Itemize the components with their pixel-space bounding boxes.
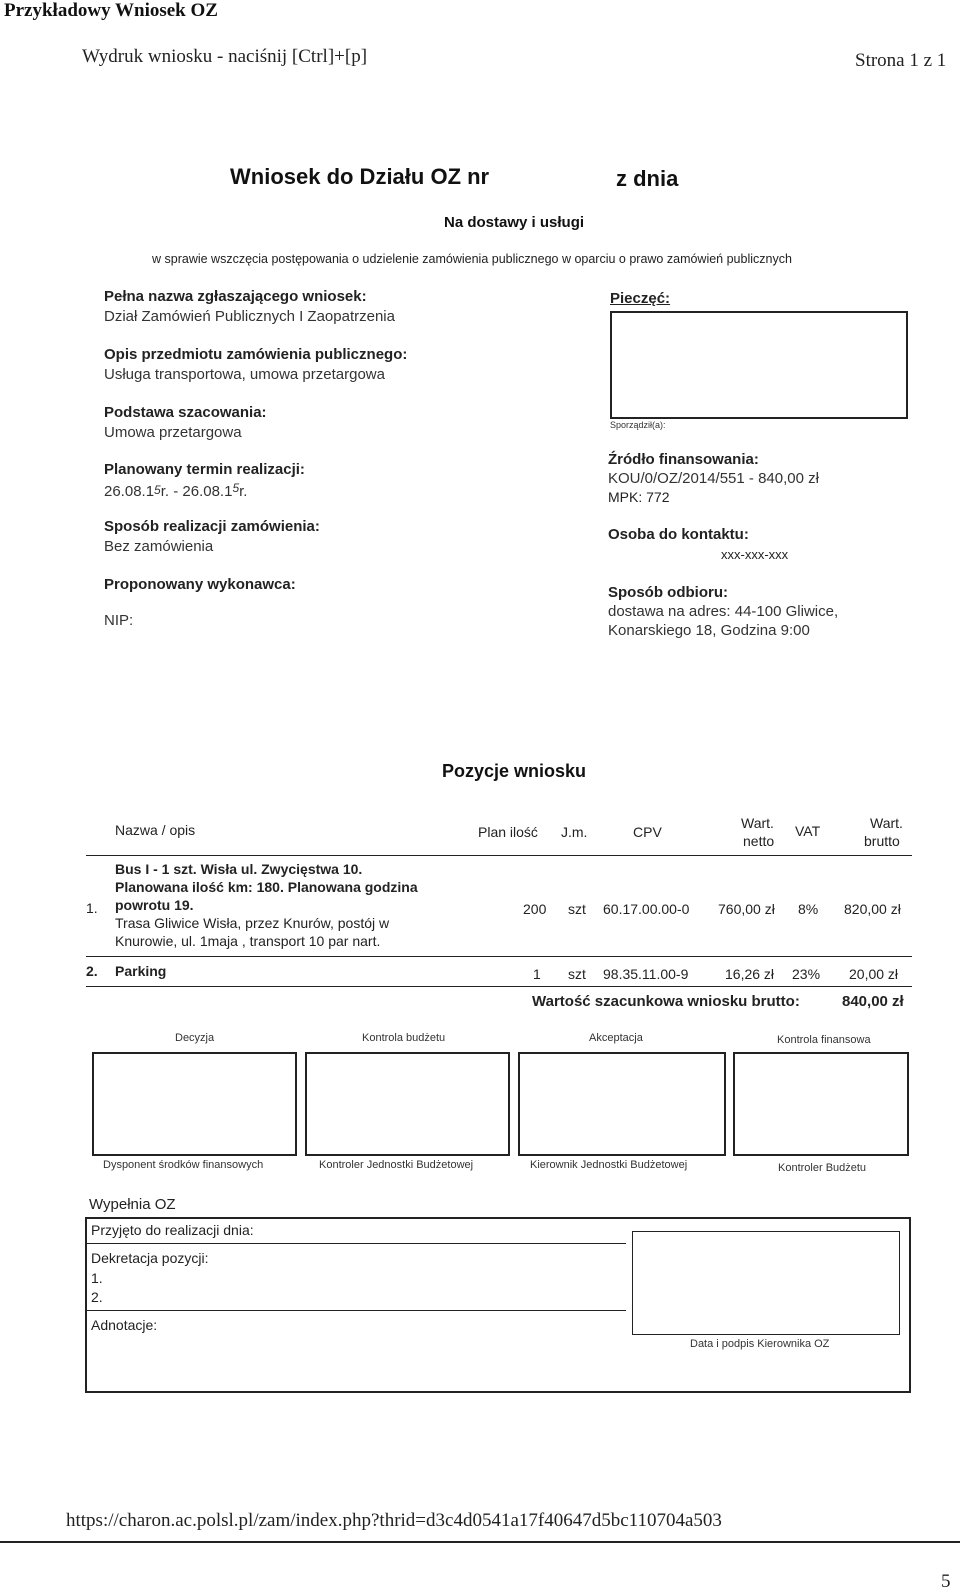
- row-1-name-line-2: Planowana ilość km: 180. Planowana godzina: [115, 879, 418, 895]
- col-net-2: netto: [743, 833, 775, 849]
- row-2-gross: 20,00 zł: [849, 966, 899, 982]
- subject-label: Opis przedmiotu zamówienia publicznego:: [104, 346, 408, 363]
- approval-bottom-label-4: Kontroler Budżetu: [778, 1162, 867, 1174]
- contact-label: Osoba do kontaktu:: [608, 526, 749, 543]
- row-2-vat: 23%: [792, 966, 821, 982]
- approval-bottom-label-1: Dysponent środków finansowych: [103, 1159, 264, 1171]
- col-plan-qty: Plan ilość: [478, 824, 538, 840]
- row-1-name-line-3: powrotu 19.: [115, 897, 194, 913]
- document-description: w sprawie wszczęcia postępowania o udzielenie zamówienia publicznego w oparciu o prawo zamówień publicznych: [152, 252, 792, 266]
- row-2-unit: szt: [568, 966, 586, 982]
- approval-top-label-1: Decyzja: [175, 1032, 215, 1044]
- print-hint: Wydruk wniosku - naciśnij [Ctrl]+[p]: [82, 46, 368, 67]
- oz-notes-label: Adnotacje:: [91, 1317, 158, 1333]
- nip-label: NIP:: [104, 612, 134, 629]
- col-unit: J.m.: [561, 824, 588, 840]
- mpk-value: MPK: 772: [608, 489, 670, 505]
- site-title: Przykładowy Wniosek OZ: [4, 0, 218, 21]
- row-2-rule: [86, 986, 912, 987]
- row-1-vat: 8%: [798, 901, 819, 917]
- col-net-1: Wart.: [741, 815, 774, 831]
- row-1-qty: 200: [523, 901, 547, 917]
- col-cpv: CPV: [633, 824, 662, 840]
- subject-value: Usługa transportowa, umowa przetargowa: [104, 366, 385, 383]
- page-counter: Strona 1 z 1: [855, 50, 947, 71]
- total-value: 840,00 zł: [842, 993, 904, 1010]
- funding-value: KOU/0/OZ/2014/551 - 840,00 zł: [608, 470, 819, 487]
- table-header-rule: [86, 855, 912, 856]
- total-label: Wartość szacunkowa wniosku brutto:: [532, 993, 800, 1010]
- footer-url: https://charon.ac.polsl.pl/zam/index.php?thrid=d3c4d0541a17f40647d5bc110704a503: [66, 1510, 722, 1531]
- approval-top-label-3: Akceptacja: [589, 1032, 643, 1044]
- row-2-cpv: 98.35.11.00-9: [603, 966, 689, 982]
- approval-box-acceptance: [518, 1052, 726, 1156]
- oz-decree-rule: [86, 1310, 626, 1311]
- row-2-net: 16,26 zł: [725, 966, 775, 982]
- row-1-name-line-4: Trasa Gliwice Wisła, przez Knurów, postój w: [115, 915, 390, 931]
- row-1-gross: 820,00 zł: [844, 901, 901, 917]
- oz-accepted-label: Przyjęto do realizacji dnia:: [91, 1222, 254, 1238]
- footer-rule: [0, 1541, 960, 1543]
- method-value: Bez zamówienia: [104, 538, 214, 555]
- pickup-label: Sposób odbioru:: [608, 584, 728, 601]
- approval-bottom-label-3: Kierownik Jednostki Budżetowej: [530, 1159, 688, 1171]
- oz-accepted-rule: [86, 1243, 626, 1244]
- oz-heading: Wypełnia OZ: [89, 1196, 176, 1213]
- oz-decree-1: 1.: [91, 1270, 103, 1286]
- oz-decree-label: Dekretacja pozycji:: [91, 1250, 209, 1266]
- col-gross-1: Wart.: [870, 815, 903, 831]
- col-vat: VAT: [795, 823, 821, 839]
- approval-top-label-4: Kontrola finansowa: [777, 1034, 871, 1046]
- term-label: Planowany termin realizacji:: [104, 461, 305, 478]
- approval-top-label-2: Kontrola budżetu: [362, 1032, 446, 1044]
- term-handwritten-digit-2: 5: [232, 481, 240, 495]
- row-1-number: 1.: [86, 900, 98, 916]
- term-start: 26.08.1: [104, 483, 155, 500]
- prepared-by-label: Sporządził(a):: [610, 420, 666, 430]
- approval-box-budget-control: [305, 1052, 510, 1156]
- row-1-net: 760,00 zł: [718, 901, 775, 917]
- oz-signature-box: [632, 1231, 900, 1335]
- row-1-name-line-5: Knurowie, ul. 1maja , transport 10 par nart.: [115, 933, 381, 949]
- term-end: r.: [239, 483, 248, 500]
- row-1-cpv: 60.17.00.00-0: [603, 901, 690, 917]
- row-1-rule: [86, 956, 912, 957]
- pickup-line2: Konarskiego 18, Godzina 9:00: [608, 622, 810, 639]
- row-1-name: [115, 860, 418, 950]
- oz-decree-2: 2.: [91, 1289, 103, 1305]
- contractor-label: Proponowany wykonawca:: [104, 576, 296, 593]
- document-date-label: z dnia: [616, 166, 679, 191]
- col-name: Nazwa / opis: [115, 822, 196, 838]
- page-number: 5: [941, 1571, 951, 1592]
- funding-label: Źródło finansowania:: [608, 451, 759, 468]
- row-1-name-line-1: Bus I - 1 szt. Wisła ul. Zwycięstwa 10.: [115, 861, 363, 877]
- contact-value: xxx-xxx-xxx: [721, 547, 789, 562]
- col-gross-2: brutto: [864, 833, 900, 849]
- approval-box-decision: [92, 1052, 297, 1156]
- row-1-unit: szt: [568, 901, 586, 917]
- applicant-label: Pełna nazwa zgłaszającego wniosek:: [104, 288, 367, 305]
- term-middle: r. - 26.08.1: [160, 483, 233, 500]
- approval-bottom-label-2: Kontroler Jednostki Budżetowej: [319, 1159, 474, 1171]
- positions-heading: Pozycje wniosku: [442, 761, 587, 781]
- stamp-box: [610, 311, 908, 419]
- row-2-name: Parking: [115, 963, 167, 979]
- row-2-qty: 1: [533, 966, 541, 982]
- method-label: Sposób realizacji zamówienia:: [104, 518, 320, 535]
- basis-label: Podstawa szacowania:: [104, 404, 267, 421]
- oz-signature-label: Data i podpis Kierownika OZ: [690, 1338, 830, 1350]
- term-handwritten-digit-1: 5: [154, 483, 161, 497]
- approval-box-financial-control: [733, 1052, 909, 1156]
- applicant-value: Dział Zamówień Publicznych I Zaopatrzenia: [104, 308, 395, 325]
- stamp-label: Pieczęć:: [610, 290, 671, 307]
- term-value: [104, 481, 247, 500]
- basis-value: Umowa przetargowa: [104, 424, 242, 441]
- row-2-number: 2.: [86, 963, 98, 979]
- pickup-line1: dostawa na adres: 44-100 Gliwice,: [608, 603, 839, 620]
- document-title: Wniosek do Działu OZ nr: [230, 164, 490, 189]
- document-subtitle: Na dostawy i usługi: [444, 214, 585, 231]
